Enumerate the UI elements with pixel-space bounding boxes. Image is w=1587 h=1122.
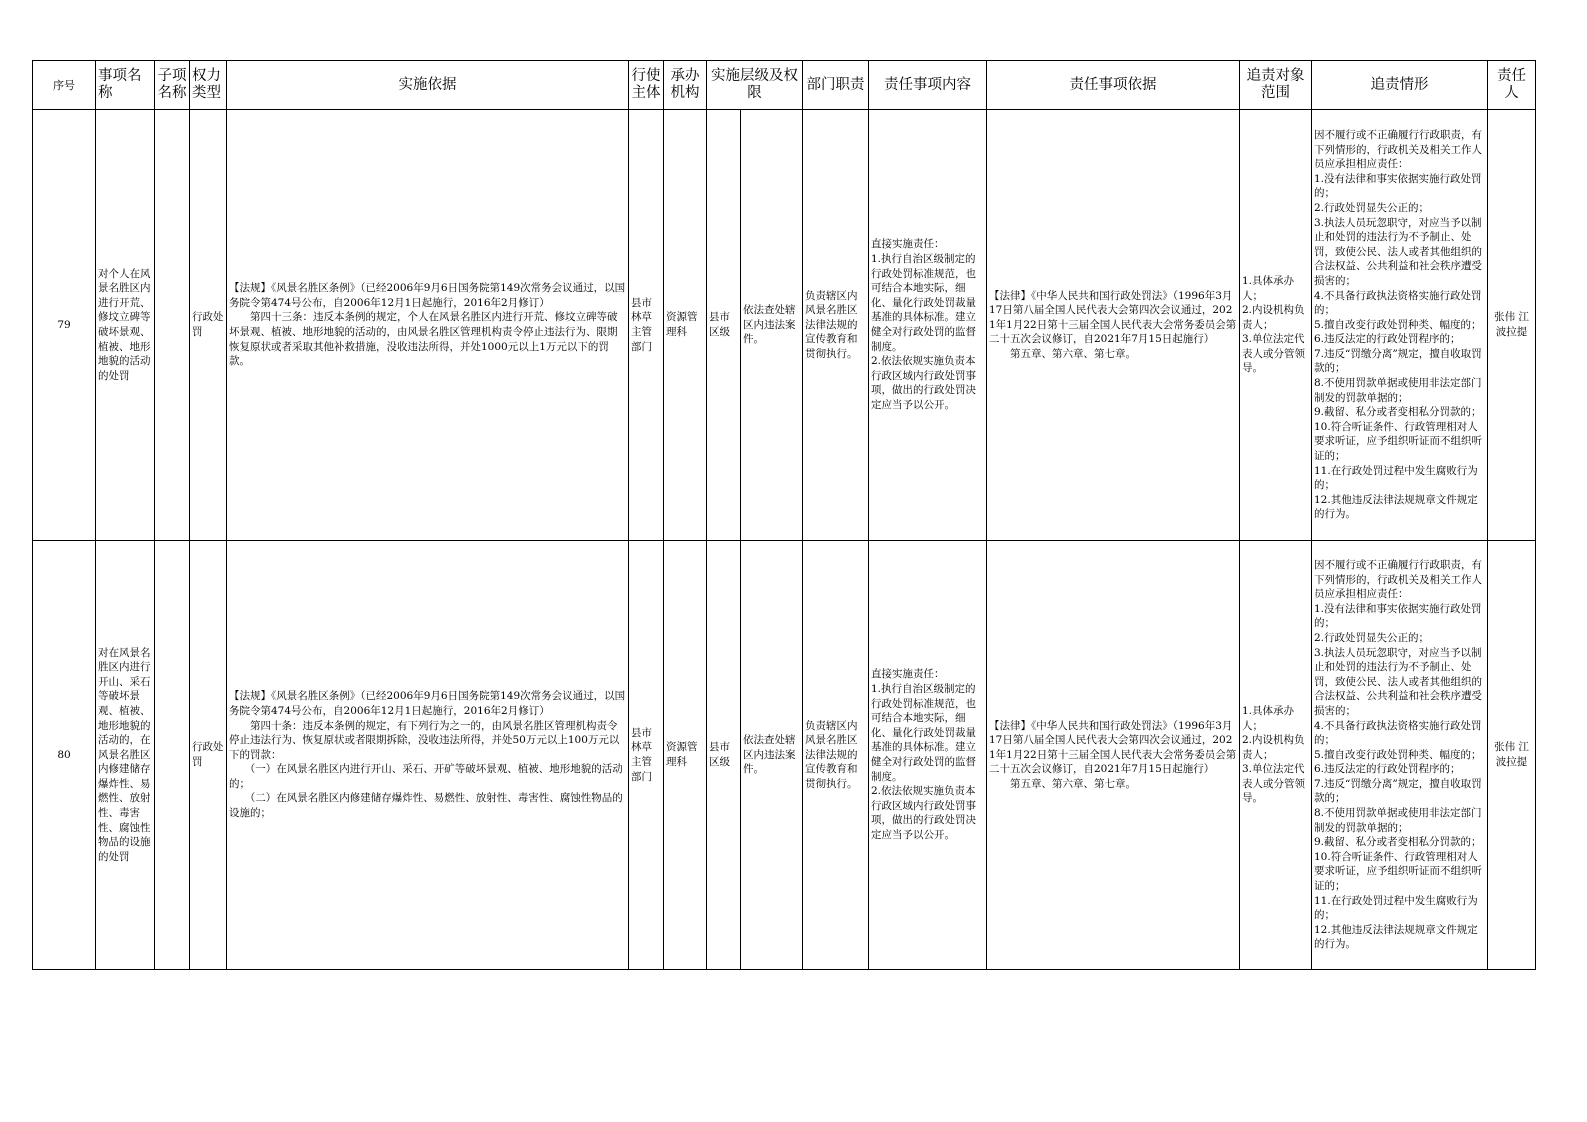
- cell-content: 直接实施责任： 1.执行自治区级制定的行政处罚标准规范，也可结合本地实际，细化、量化行政处罚裁量基准的具体标准。建立健全对行政处罚的监督制度。 2.依法依规实施负责本行政区域内行政处罚事项，做出的行政处罚决定应当予以公开。: [869, 541, 987, 970]
- cell-seq: 80: [33, 541, 96, 970]
- header-name: 事项名称: [96, 61, 155, 110]
- header-level: 实施层级及权限: [707, 61, 803, 110]
- header-seq: 序号: [33, 61, 96, 110]
- cell-duty: 负责辖区内风景名胜区法律法规的宣传教育和贯彻执行。: [803, 110, 869, 541]
- header-type: 权力类型: [190, 61, 227, 110]
- cell-respbasis: 【法律】《中华人民共和国行政处罚法》（1996年3月17日第八届全国人民代表大会第四次会议通过，2021年1月22日第十三届全国人民代表大会常务委员会第二十五次会议修订，自2021年7月15日起施行） 第五章、第六章、第七章。: [987, 541, 1240, 970]
- cell-situation: 因不履行或不正确履行行政职责，有下列情形的，行政机关及相关工作人员应承担相应责任： 1.没有法律和事实依据实施行政处罚的； 2.行政处罚显失公正的； 3.执法人员玩忽职守，对应当予以制止和处罚的违法行为不予制止、处罚，致使公民、法人或者其他组织的合法权益、公共利益和社会秩序遭受损害的； 4.不具备行政执法资格实施行政处罚的； 5.擅自改变行政处罚种类、幅度的； 6.违反法定的行政处罚程序的； 7.违反“罚缴分离”规定，擅自收取罚款的； 8.不使用罚款单据或使用非法定部门制发的罚款单据的； 9.截留、私分或者变相私分罚款的； 10.符合听证条件、行政管理相对人要求听证，应予组织听证而不组织听证的； 11.在行政处罚过程中发生腐败行为的； 12.其他违反法律法规规章文件规定的行为。: [1312, 110, 1488, 541]
- cell-level-power: 依法查处辖区内违法案件。: [741, 541, 803, 970]
- table-header: [33, 61, 1536, 110]
- cell-subject: 县市林草主管部门: [629, 110, 664, 541]
- cell-type: 行政处罚: [190, 110, 227, 541]
- cell-sub: [155, 110, 190, 541]
- responsibility-table: [32, 60, 1536, 970]
- cell-person: 张伟 江波拉提: [1488, 110, 1536, 541]
- cell-seq: 79: [33, 110, 96, 541]
- header-situation: 追责情形: [1312, 61, 1488, 110]
- cell-name: 对个人在风景名胜区内进行开荒、修坟立碑等破坏景观、植被、地形地貌的活动的处罚: [96, 110, 155, 541]
- cell-duty: 负责辖区内风景名胜区法律法规的宣传教育和贯彻执行。: [803, 541, 869, 970]
- cell-basis: 【法规】《风景名胜区条例》（已经2006年9月6日国务院第149次常务会议通过，以国务院令第474号公布，自2006年12月1日起施行，2016年2月修订） 第四十条：违反本条例的规定，有下列行为之一的，由风景名胜区管理机构责令停止违法行为、恢复原状或者限期拆除，没收违法所得，并处50万元以上100万元以下的罚款： （一）在风景名胜区内进行开山、采石、开矿等破坏景观、植被、地形地貌的活动的； （二）在风景名胜区内修建储存爆炸性、易燃性、放射性、毒害性、腐蚀性物品的设施的；: [227, 541, 629, 970]
- header-scope: 追责对象范围: [1240, 61, 1312, 110]
- header-sub: 子项名称: [155, 61, 190, 110]
- header-duty: 部门职责: [803, 61, 869, 110]
- header-basis: 实施依据: [227, 61, 629, 110]
- header-person: 责任人: [1488, 61, 1536, 110]
- cell-name: 对在风景名胜区内进行开山、采石等破坏景观、植被、地形地貌的活动的，在风景名胜区内修建储存爆炸性、易燃性、放射性、毒害性、腐蚀性物品的设施的处罚: [96, 541, 155, 970]
- cell-content: 直接实施责任： 1.执行自治区级制定的行政处罚标准规范，也可结合本地实际，细化、量化行政处罚裁量基准的具体标准。建立健全对行政处罚的监督制度。 2.依法依规实施负责本行政区域内行政处罚事项，做出的行政处罚决定应当予以公开。: [869, 110, 987, 541]
- header-org: 承办机构: [664, 61, 707, 110]
- cell-sub: [155, 541, 190, 970]
- header-content: 责任事项内容: [869, 61, 987, 110]
- cell-level-tier: 县市区级: [707, 110, 741, 541]
- cell-person: 张伟 江波拉提: [1488, 541, 1536, 970]
- cell-scope: 1.具体承办人； 2.内设机构负责人； 3.单位法定代表人或分管领导。: [1240, 541, 1312, 970]
- cell-scope: 1.具体承办人； 2.内设机构负责人； 3.单位法定代表人或分管领导。: [1240, 110, 1312, 541]
- cell-subject: 县市林草主管部门: [629, 541, 664, 970]
- cell-org: 资源管理科: [664, 541, 707, 970]
- cell-level-tier: 县市区级: [707, 541, 741, 970]
- header-subject: 行使主体: [629, 61, 664, 110]
- cell-respbasis: 【法律】《中华人民共和国行政处罚法》（1996年3月17日第八届全国人民代表大会第四次会议通过，2021年1月22日第十三届全国人民代表大会常务委员会第二十五次会议修订，自2021年7月15日起施行） 第五章、第六章、第七章。: [987, 110, 1240, 541]
- cell-type: 行政处罚: [190, 541, 227, 970]
- cell-org: 资源管理科: [664, 110, 707, 541]
- cell-level-power: 依法查处辖区内违法案件。: [741, 110, 803, 541]
- table-row: [33, 110, 1536, 541]
- cell-basis: 【法规】《风景名胜区条例》（已经2006年9月6日国务院第149次常务会议通过，以国务院令第474号公布，自2006年12月1日起施行，2016年2月修订） 第四十三条：违反本条例的规定，个人在风景名胜区内进行开荒、修坟立碑等破坏景观、植被、地形地貌的活动的，由风景名胜区管理机构责令停止违法行为、限期恢复原状或者采取其他补救措施，没收违法所得，并处1000元以上1万元以下的罚款。: [227, 110, 629, 541]
- header-respbasis: 责任事项依据: [987, 61, 1240, 110]
- table-row: [33, 541, 1536, 970]
- cell-situation: 因不履行或不正确履行行政职责，有下列情形的，行政机关及相关工作人员应承担相应责任： 1.没有法律和事实依据实施行政处罚的； 2.行政处罚显失公正的； 3.执法人员玩忽职守，对应当予以制止和处罚的违法行为不予制止、处罚，致使公民、法人或者其他组织的合法权益、公共利益和社会秩序遭受损害的； 4.不具备行政执法资格实施行政处罚的； 5.擅自改变行政处罚种类、幅度的； 6.违反法定的行政处罚程序的； 7.违反“罚缴分离”规定，擅自收取罚款的； 8.不使用罚款单据或使用非法定部门制发的罚款单据的； 9.截留、私分或者变相私分罚款的； 10.符合听证条件、行政管理相对人要求听证，应予组织听证而不组织听证的； 11.在行政处罚过程中发生腐败行为的； 12.其他违反法律法规规章文件规定的行为。: [1312, 541, 1488, 970]
